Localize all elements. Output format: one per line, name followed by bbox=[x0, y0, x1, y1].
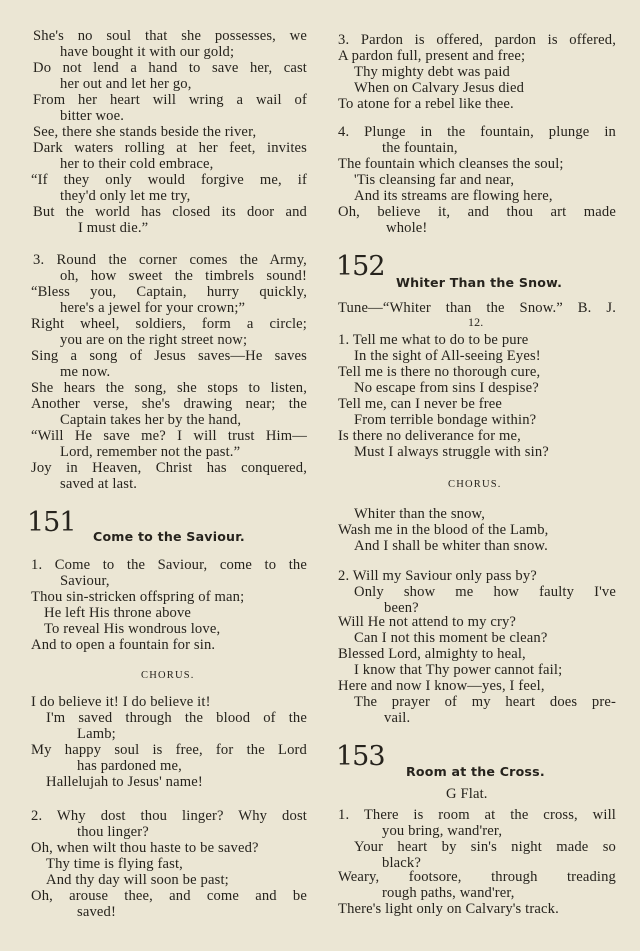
text-line: The prayer of my heart does pre- bbox=[354, 694, 616, 710]
text-line: No escape from sins I despise? bbox=[354, 380, 539, 396]
text-line: Dark waters rolling at her feet, invites bbox=[33, 140, 307, 156]
text-line: I must die.” bbox=[78, 220, 149, 236]
text-line: Wash me in the blood of the Lamb, bbox=[338, 522, 549, 538]
text-line: Only show me how faulty I've bbox=[354, 584, 616, 600]
text-line: Oh, arouse thee, and come and be bbox=[31, 888, 307, 904]
text-line: Captain takes her by the hand, bbox=[60, 412, 242, 428]
hymn-title: Whiter Than the Snow. bbox=[396, 275, 563, 290]
text-line: Lamb; bbox=[77, 726, 116, 742]
text-line: been? bbox=[384, 600, 419, 616]
text-line: they'd only let me try, bbox=[60, 188, 191, 204]
text-line: She's no soul that she possesses, we bbox=[33, 28, 307, 44]
text-line: her out and let her go, bbox=[60, 76, 192, 92]
text-line: Is there no deliverance for me, bbox=[338, 428, 521, 444]
text-line: “If they only would forgive me, if bbox=[31, 172, 307, 188]
tune-number: 12. bbox=[468, 315, 484, 329]
text-line: “Bless you, Captain, hurry quickly, bbox=[31, 284, 307, 300]
text-line: Do not lend a hand to save her, cast bbox=[33, 60, 307, 76]
text-line: Another verse, she's drawing near; the bbox=[31, 396, 307, 412]
text-line: saved at last. bbox=[60, 476, 138, 492]
text-line: Hallelujah to Jesus' name! bbox=[46, 774, 203, 790]
hymn-number: 152 bbox=[336, 251, 385, 282]
text-line: Thou sin-stricken offspring of man; bbox=[31, 589, 245, 605]
text-line: Right wheel, soldiers, form a circle; bbox=[31, 316, 307, 332]
text-line: 2. Will my Saviour only pass by? bbox=[338, 568, 537, 584]
text-line: A pardon full, present and free; bbox=[338, 48, 526, 64]
hymn-number: 153 bbox=[336, 741, 385, 772]
text-line: In the sight of All-seeing Eyes! bbox=[354, 348, 541, 364]
text-line: Tell me, can I never be free bbox=[338, 396, 503, 412]
text-line: whole! bbox=[386, 220, 428, 236]
text-line: And I shall be whiter than snow. bbox=[354, 538, 548, 554]
text-line: Thy time is flying fast, bbox=[46, 856, 183, 872]
text-line: She hears the song, she stops to listen, bbox=[31, 380, 307, 396]
text-line: And its streams are flowing here, bbox=[354, 188, 553, 204]
text-line: Must I always struggle with sin? bbox=[354, 444, 549, 460]
text-line: To atone for a rebel like thee. bbox=[338, 96, 514, 112]
text-line: Oh, when wilt thou haste to be saved? bbox=[31, 840, 259, 856]
text-line: Whiter than the snow, bbox=[354, 506, 486, 522]
text-line: thou linger? bbox=[77, 824, 149, 840]
text-line: 'Tis cleansing far and near, bbox=[354, 172, 515, 188]
text-line: I'm saved through the blood of the bbox=[46, 710, 307, 726]
text-line: vail. bbox=[384, 710, 411, 726]
text-line: Joy in Heaven, Christ has conquered, bbox=[31, 460, 307, 476]
text-line: Lord, remember not the past.” bbox=[60, 444, 241, 460]
text-line: And thy day will soon be past; bbox=[46, 872, 229, 888]
text-line: I do believe it! I do believe it! bbox=[31, 694, 211, 710]
text-line: Will He not attend to my cry? bbox=[338, 614, 517, 630]
text-line: 3. Round the corner comes the Army, bbox=[33, 252, 307, 268]
text-line: Can I not this moment be clean? bbox=[354, 630, 548, 646]
text-line: Your heart by sin's night made so bbox=[354, 839, 616, 855]
text-line: But the world has closed its door and bbox=[33, 204, 307, 220]
key-line: G Flat. bbox=[446, 786, 488, 802]
text-line: From terrible bondage within? bbox=[354, 412, 537, 428]
text-line: Tell me is there no thorough cure, bbox=[338, 364, 541, 380]
text-line: He left His throne above bbox=[44, 605, 192, 621]
text-line: Sing a song of Jesus saves—He saves bbox=[31, 348, 307, 364]
text-line: me now. bbox=[60, 364, 111, 380]
text-line: 3. Pardon is offered, pardon is offered, bbox=[338, 32, 616, 48]
text-line: I know that Thy power cannot fail; bbox=[354, 662, 563, 678]
text-line: 1. Come to the Saviour, come to the bbox=[31, 557, 307, 573]
tune-line: Tune—“Whiter than the Snow.” B. J. bbox=[338, 300, 616, 316]
text-line: And to open a fountain for sin. bbox=[31, 637, 216, 653]
hymn-title: Room at the Cross. bbox=[406, 764, 545, 779]
text-line: Thy mighty debt was paid bbox=[354, 64, 511, 80]
text-line: 4. Plunge in the fountain, plunge in bbox=[338, 124, 616, 140]
text-line: here's a jewel for your crown;” bbox=[60, 300, 246, 316]
text-line: Oh, believe it, and thou art made bbox=[338, 204, 616, 220]
text-line: From her heart will wring a wail of bbox=[33, 92, 307, 108]
text-line: See, there she stands beside the river, bbox=[33, 124, 257, 140]
text-line: have bought it with our gold; bbox=[60, 44, 235, 60]
text-line: My happy soul is free, for the Lord bbox=[31, 742, 307, 758]
text-line: her to their cold embrace, bbox=[60, 156, 214, 172]
text-line: you are on the right street now; bbox=[60, 332, 248, 348]
text-line: saved! bbox=[77, 904, 116, 920]
text-line: To reveal His wondrous love, bbox=[44, 621, 221, 637]
text-line: 2. Why dost thou linger? Why dost bbox=[31, 808, 307, 824]
text-line: oh, how sweet the timbrels sound! bbox=[60, 268, 307, 284]
text-line: Saviour, bbox=[60, 573, 110, 589]
text-line: There's light only on Calvary's track. bbox=[338, 901, 559, 917]
text-line: the fountain, bbox=[382, 140, 458, 156]
text-line: The fountain which cleanses the soul; bbox=[338, 156, 564, 172]
text-line: When on Calvary Jesus died bbox=[354, 80, 525, 96]
text-line: “Will He save me? I will trust Him— bbox=[31, 428, 307, 444]
hymn-number: 151 bbox=[27, 507, 76, 538]
chorus-label: CHORUS. bbox=[141, 670, 195, 681]
text-line: black? bbox=[382, 855, 421, 871]
text-line: 1. Tell me what to do to be pure bbox=[338, 332, 529, 348]
text-line: has pardoned me, bbox=[77, 758, 182, 774]
text-line: Blessed Lord, almighty to heal, bbox=[338, 646, 526, 662]
text-line: 1. There is room at the cross, will bbox=[338, 807, 616, 823]
chorus-label: CHORUS. bbox=[448, 479, 502, 490]
text-line: Here and now I know—yes, I feel, bbox=[338, 678, 545, 694]
text-line: bitter woe. bbox=[60, 108, 125, 124]
hymn-title: Come to the Saviour. bbox=[93, 529, 245, 544]
text-line: you bring, wand'rer, bbox=[382, 823, 503, 839]
text-line: Weary, footsore, through treading bbox=[338, 869, 616, 885]
text-line: rough paths, wand'rer, bbox=[382, 885, 515, 901]
